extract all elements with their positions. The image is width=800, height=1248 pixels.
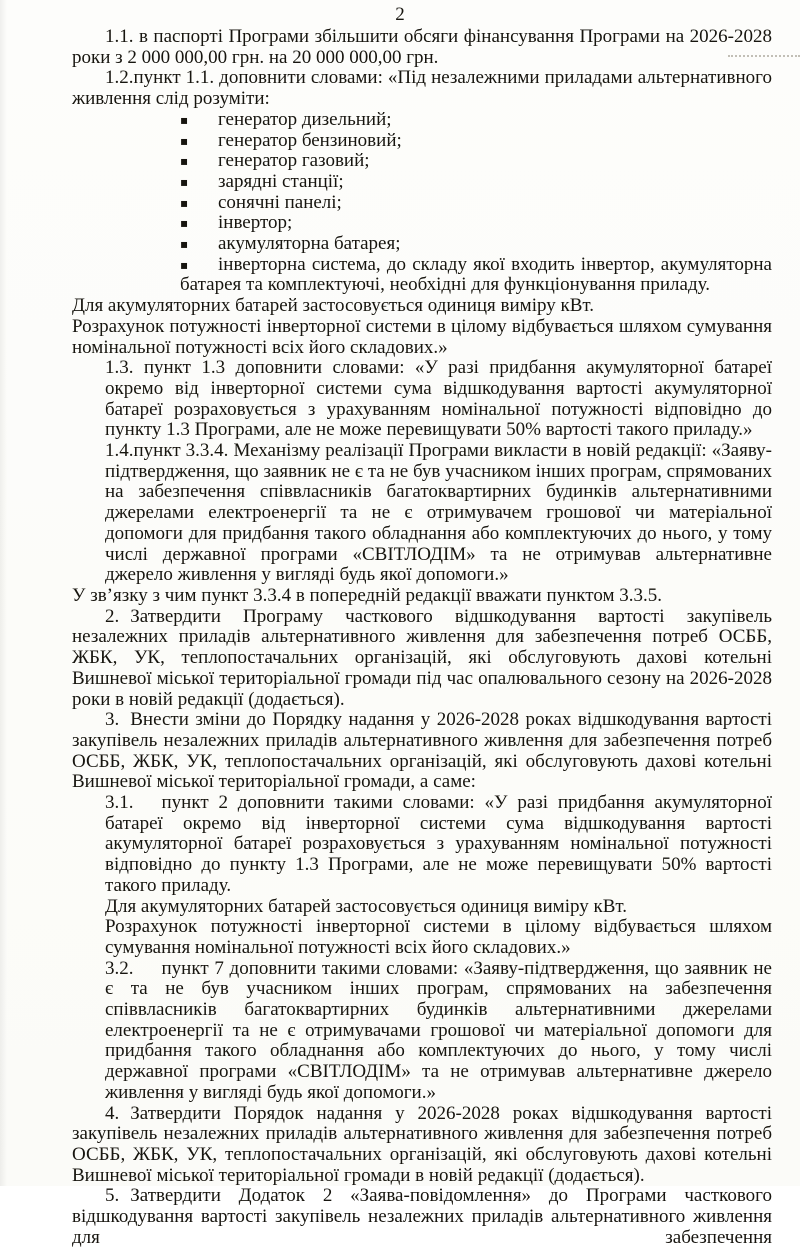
paragraph-1-2: 1.2.пункт 1.1. доповнити словами: «Під незалежними приладами альтернативного живлення слід розуміти: [72, 67, 772, 110]
item-text: пункт 7 доповнити такими словами: «Заяву-підтвердження, що заявник не є та не був учасником інших програм, спрямованих на забезпечення співвласників багатоквартирних будинків альтернативними джерелами електроенергії та не є отримувачами грошової чи матеріальної допомоги для придбання такого обладнання або комплектуючих до нього, у тому числі державної програми «СВІТЛОДІМ» та не отримував альтернативне джерело живлення у вигляді будь якої допомоги.» [105, 957, 772, 1103]
scan-edge-shade [0, 0, 7, 1186]
paragraph-sub-3-1-unit: Для акумуляторних батарей застосовується одиниця виміру кВт. [105, 895, 627, 917]
list-item-text: сонячні панелі; [218, 191, 342, 213]
list-item-text: генератор газовий; [218, 150, 370, 172]
bullet-square-icon: ▪ [180, 257, 189, 272]
list-item-battery [180, 234, 772, 255]
bullet-square-icon: ▪ [180, 216, 189, 231]
paragraph-sub-3-2 [105, 959, 772, 1104]
item-text: пункт 2 доповнити такими словами: «У разі придбання акумуляторної батареї окремо від інверторної системи сума відшкодування вартості акумуляторної батареї розраховується з урахуванням номінальної потужності відповідно до пункту 1.3 Програми, але не може перевищувати 50% вартості такого приладу. [105, 792, 772, 896]
item-number: 5. [105, 1185, 120, 1207]
item-number: 3.1. [105, 792, 134, 814]
list-item-text: акумуляторна батарея; [218, 233, 401, 255]
paragraph-unit-note: Для акумуляторних батарей застосовується одиниця виміру кВт. [72, 295, 594, 317]
bullet-square-icon: ▪ [180, 133, 189, 148]
list-item-generator-diesel [180, 110, 772, 131]
list-item-inverter-system [180, 255, 772, 296]
paragraph-renumber-note: У зв’язку з чим пункт 3.3.4 в попередній редакції вважати пунктом 3.3.5. [72, 584, 662, 606]
paragraph-1-3: 1.3. пункт 1.3 доповнити словами: «У разі придбання акумуляторної батареї окремо від інверторної системи сума відшкодування вартості акумуляторної батареї розраховується з урахуванням номінальної потужності відповідно до пункту 1.3 Програми, але не може перевищувати 50% вартості такого приладу.» [105, 357, 772, 441]
list-item-generator-petrol [180, 131, 772, 152]
list-item-text: інвертор; [218, 212, 293, 234]
item-text: Затвердити Програму часткового відшкодування вартості закупівель незалежних приладів альтернативного живлення для забезпечення потреб ОСББ, ЖБК, УК, теплопостачальних організацій, які обслуговують дахові котельні Вишневої міської територіальної громади під час опалювального сезону на 2026-2028 роки в новій редакції (додається). [72, 605, 772, 710]
paragraph-item-2 [72, 607, 772, 711]
paragraph-item-3 [72, 710, 772, 793]
bullet-square-icon: ▪ [180, 237, 189, 252]
item-number: 4. [105, 1102, 120, 1124]
list-item-solar-panels [180, 193, 772, 214]
paragraph-sub-3-1-calc: Розрахунок потужності інверторної системи в цілому відбувається шляхом сумування номінальної потужності всіх його складових.» [105, 916, 772, 958]
page-number: 2 [395, 4, 405, 25]
item-number: 2. [105, 605, 120, 627]
paragraph-item-5 [72, 1186, 772, 1248]
paragraph-1-4: 1.4.пункт 3.3.4. Механізму реалізації Програми викласти в новій редакції: «Заяву-підтвердження, що заявник не є та не був учасником інших програм, спрямованих на забезпечення співвласників багатоквартирних будинків альтернативними джерелами електроенергії та не є отримувачем грошової чи матеріальної допомоги для придбання такого обладнання або комплектуючих до нього, у тому числі державної програми «СВІТЛОДІМ» та не отримував альтернативне джерело живлення у вигляді будь якої допомоги.» [105, 440, 772, 586]
document-body [72, 27, 772, 1248]
list-item-text: інверторна система, до складу якої входить інвертор, акумуляторна батарея та комплектуючі, необхідні для функціонування приладу. [180, 253, 772, 296]
list-item-text: генератор бензиновий; [218, 129, 402, 151]
item-number: 3. [105, 709, 120, 731]
bullet-square-icon: ▪ [180, 174, 189, 189]
list-item-inverter [180, 213, 772, 234]
item-text: Внести зміни до Порядку надання у 2026-2028 роках відшкодування вартості закупівель незалежних приладів альтернативного живлення для забезпечення потреб ОСББ, ЖБК, УК, теплопостачальних організацій, які обслуговують дахові котельні Вишневої міської територіальної громади, а саме: [72, 709, 772, 793]
list-item-text: генератор дизельний; [218, 108, 392, 130]
paragraph-1-1: 1.1. в паспорті Програми збільшити обсяги фінансування Програми на 2026-2028 роки з 2 000 000,00 грн. на 20 000 000,00 грн. [72, 26, 772, 68]
item-text: Затвердити Порядок надання у 2026-2028 роках відшкодування вартості закупівель незалежних приладів альтернативного живлення для забезпечення потреб ОСББ, ЖБК, УК, теплопостачальних організацій, які обслуговують дахові котельні Вишневої міської територіальної громади в новій редакції (додається). [72, 1102, 772, 1186]
bullet-square-icon: ▪ [180, 154, 189, 169]
paragraph-item-4 [72, 1104, 772, 1187]
bullet-square-icon: ▪ [180, 195, 189, 210]
paragraph-calc-note: Розрахунок потужності інверторної системи в цілому відбувається шляхом сумування номінальної потужності всіх його складових.» [72, 315, 772, 358]
bullet-square-icon: ▪ [180, 112, 189, 127]
list-item-text: зарядні станції; [218, 170, 344, 192]
list-item-generator-gas [180, 151, 772, 172]
list-item-charging-stations [180, 172, 772, 193]
item-number: 3.2. [105, 957, 134, 979]
paragraph-sub-3-1 [105, 793, 772, 897]
item-text: Затвердити Додаток 2 «Заява-повідомлення» до Програми часткового відшкодування вартості закупівель незалежних приладів альтернативного живлення для забезпечення [72, 1185, 772, 1248]
